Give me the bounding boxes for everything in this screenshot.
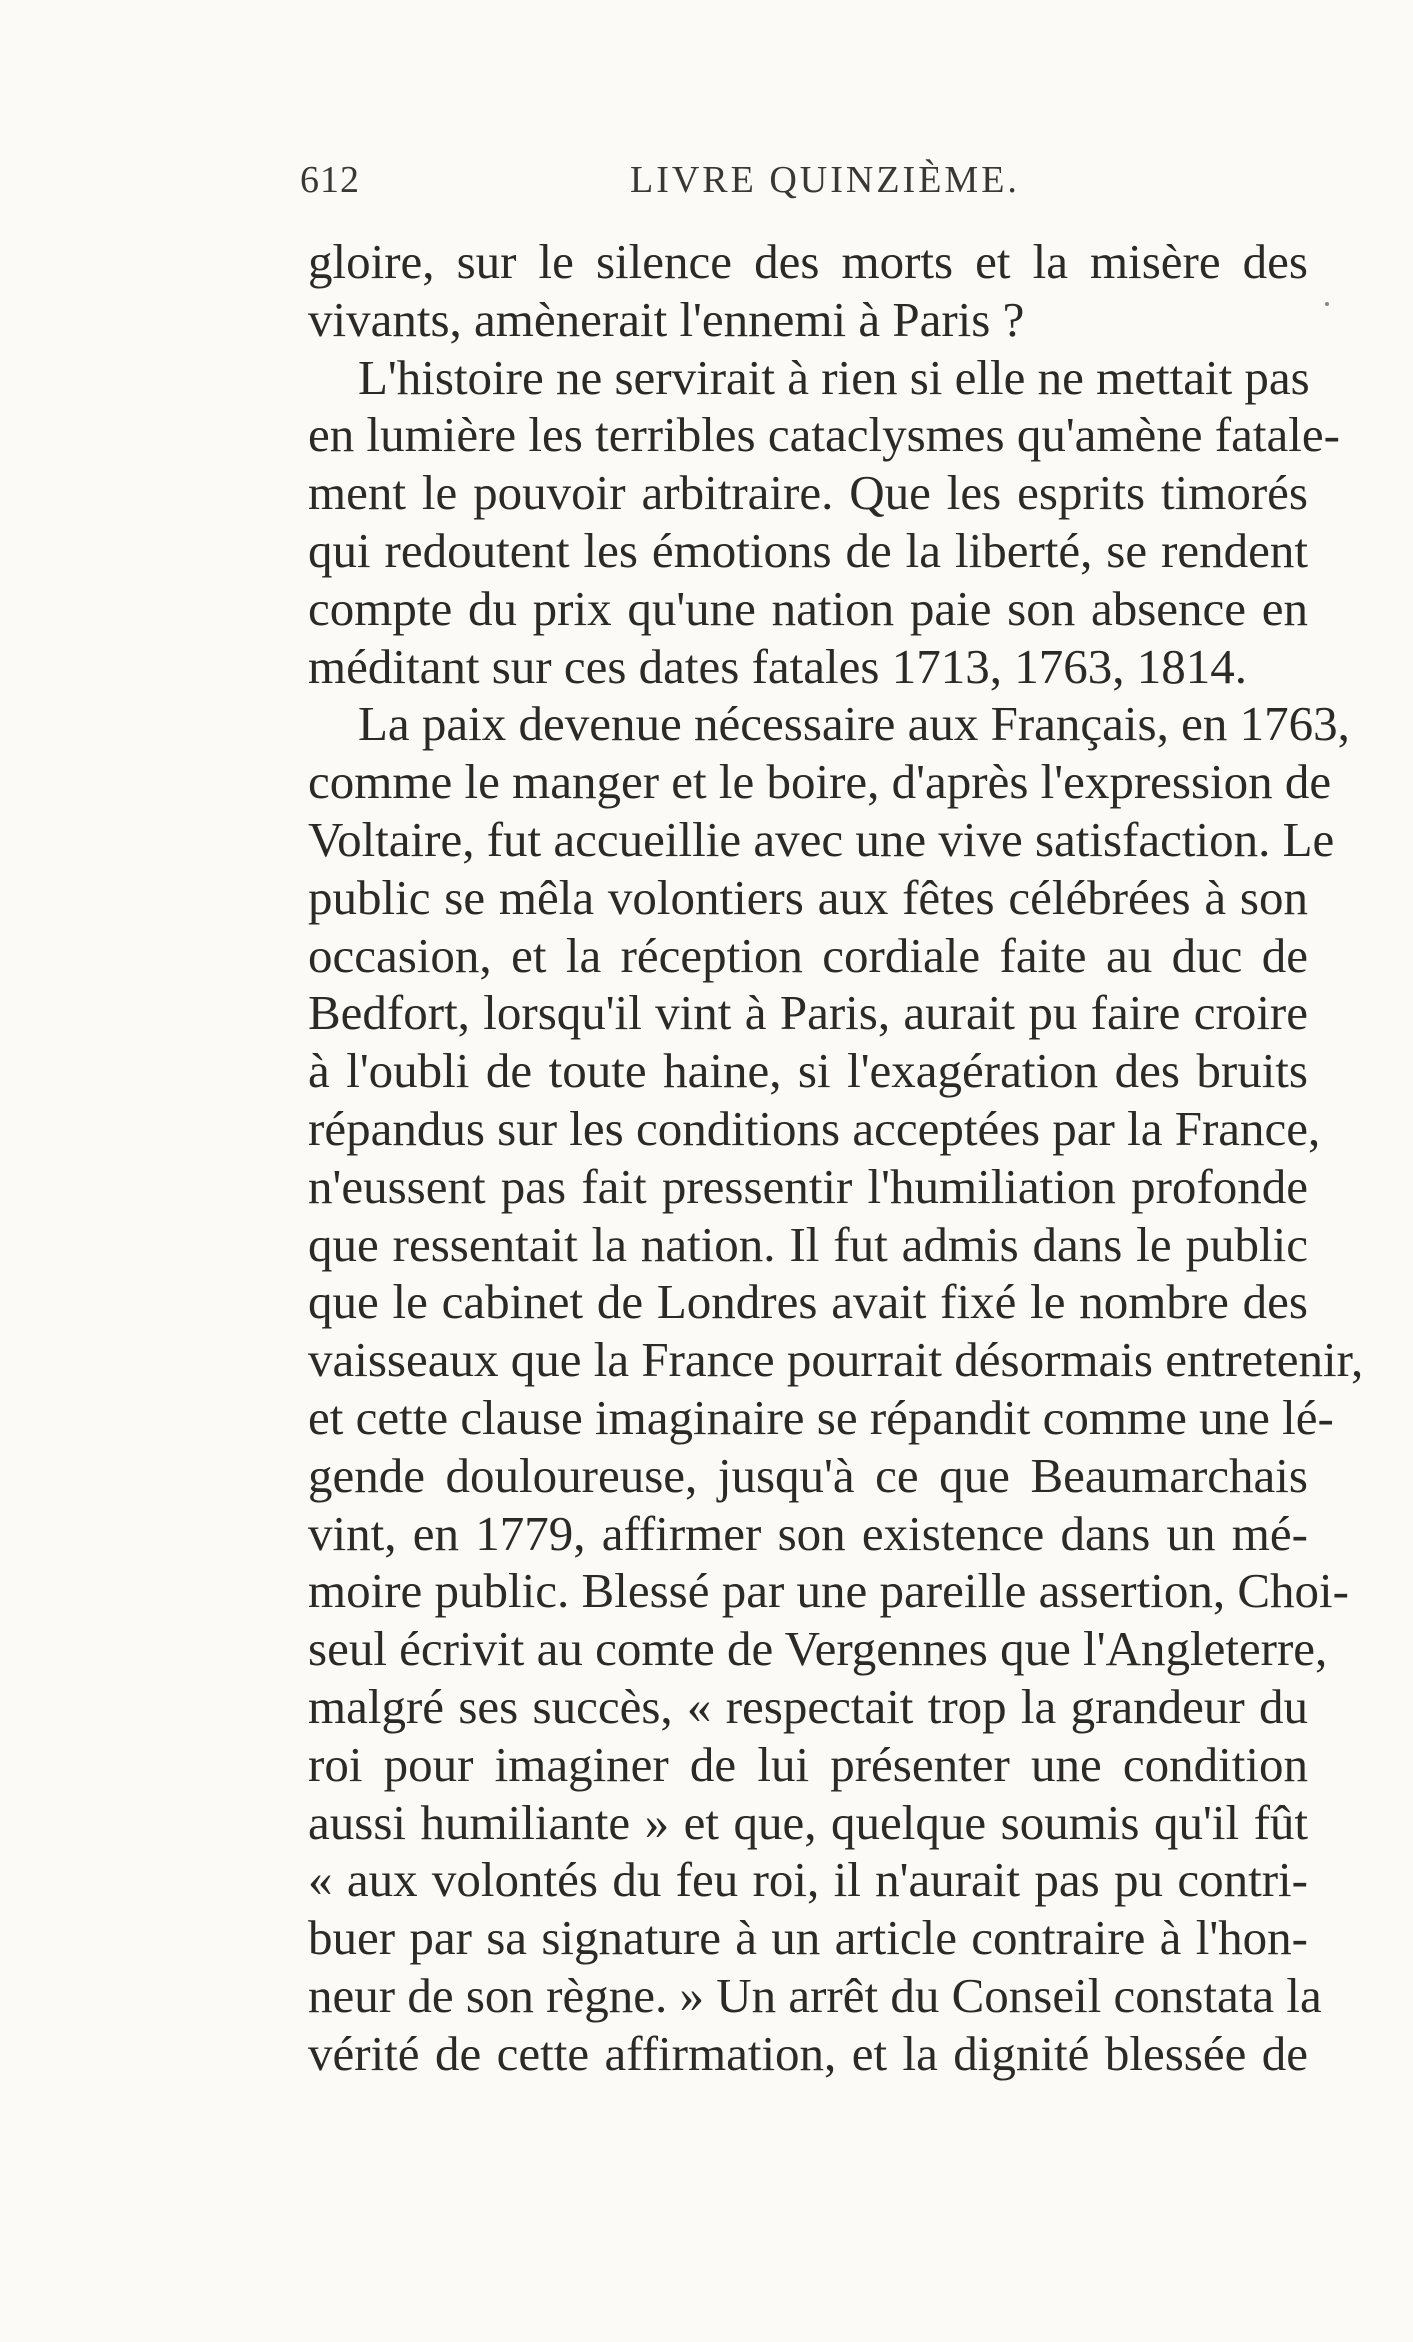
text-line: aussi humiliante » et que, quelque soumis qu'il fût bbox=[308, 1794, 1308, 1850]
text-line: compte du prix qu'une nation paie son absence en bbox=[308, 580, 1308, 636]
text-line: et cette clause imaginaire se répandit comme une lé- bbox=[308, 1389, 1334, 1445]
text-line: Bedfort, lorsqu'il vint à Paris, aurait pu faire croire bbox=[308, 985, 1308, 1041]
text-line: gende douloureuse, jusqu'à ce que Beaumarchais bbox=[308, 1447, 1308, 1503]
text-line: gloire, sur le silence des morts et la misère des bbox=[308, 234, 1308, 289]
text-line: « aux volontés du feu roi, il n'aurait pas pu contri- bbox=[308, 1852, 1308, 1908]
text-line: que ressentait la nation. Il fut admis dans le public bbox=[308, 1216, 1308, 1272]
text-line: qui redoutent les émotions de la liberté, se rendent bbox=[308, 522, 1308, 578]
text-line: vint, en 1779, affirmer son existence dans un mé- bbox=[308, 1505, 1308, 1561]
paragraph-start-line: L'histoire ne servirait à rien si elle ne mettait pas bbox=[358, 349, 1310, 405]
text-line: public se mêla volontiers aux fêtes célébrées à son bbox=[308, 869, 1308, 925]
paper-speck bbox=[1325, 302, 1329, 306]
text-line: n'eussent pas fait pressentir l'humiliation profonde bbox=[308, 1158, 1308, 1214]
page-number: 612 bbox=[300, 159, 360, 201]
paragraph-start-line: La paix devenue nécessaire aux Français, en 1763, bbox=[358, 696, 1350, 752]
body-text bbox=[308, 233, 1364, 2083]
text-line: répandus sur les conditions acceptées par la France, bbox=[308, 1100, 1321, 1156]
text-line: moire public. Blessé par une pareille assertion, Choi- bbox=[308, 1563, 1349, 1619]
text-line: vérité de cette affirmation, et la dignité blessée de bbox=[308, 2025, 1308, 2081]
text-line: comme le manger et le boire, d'après l'expression de bbox=[308, 754, 1332, 810]
text-line: en lumière les terribles cataclysmes qu'amène fatale- bbox=[308, 407, 1340, 463]
text-line: malgré ses succès, « respectait trop la grandeur du bbox=[308, 1678, 1308, 1734]
text-line: neur de son règne. » Un arrêt du Conseil constata la bbox=[308, 1967, 1322, 2023]
book-title: LIVRE QUINZIÈME. bbox=[630, 159, 1020, 201]
text-line: vaisseaux que la France pourrait désormais entretenir, bbox=[308, 1332, 1364, 1388]
running-head bbox=[300, 150, 1310, 210]
text-line: buer par sa signature à un article contraire à l'hon- bbox=[308, 1910, 1308, 1966]
text-line: Voltaire, fut accueillie avec une vive satisfaction. Le bbox=[308, 811, 1335, 867]
text-line: que le cabinet de Londres avait fixé le nombre des bbox=[308, 1274, 1308, 1330]
text-line: méditant sur ces dates fatales 1713, 1763, 1814. bbox=[308, 638, 1247, 694]
text-line: ment le pouvoir arbitraire. Que les esprits timorés bbox=[308, 465, 1308, 521]
text-line: roi pour imaginer de lui présenter une condition bbox=[308, 1736, 1308, 1792]
text-line: seul écrivit au comte de Vergennes que l'Angleterre, bbox=[308, 1621, 1328, 1677]
text-line: à l'oubli de toute haine, si l'exagération des bruits bbox=[308, 1043, 1308, 1099]
text-line: occasion, et la réception cordiale faite au duc de bbox=[308, 927, 1308, 983]
text-line: vivants, amènerait l'ennemi à Paris ? bbox=[308, 291, 1025, 347]
